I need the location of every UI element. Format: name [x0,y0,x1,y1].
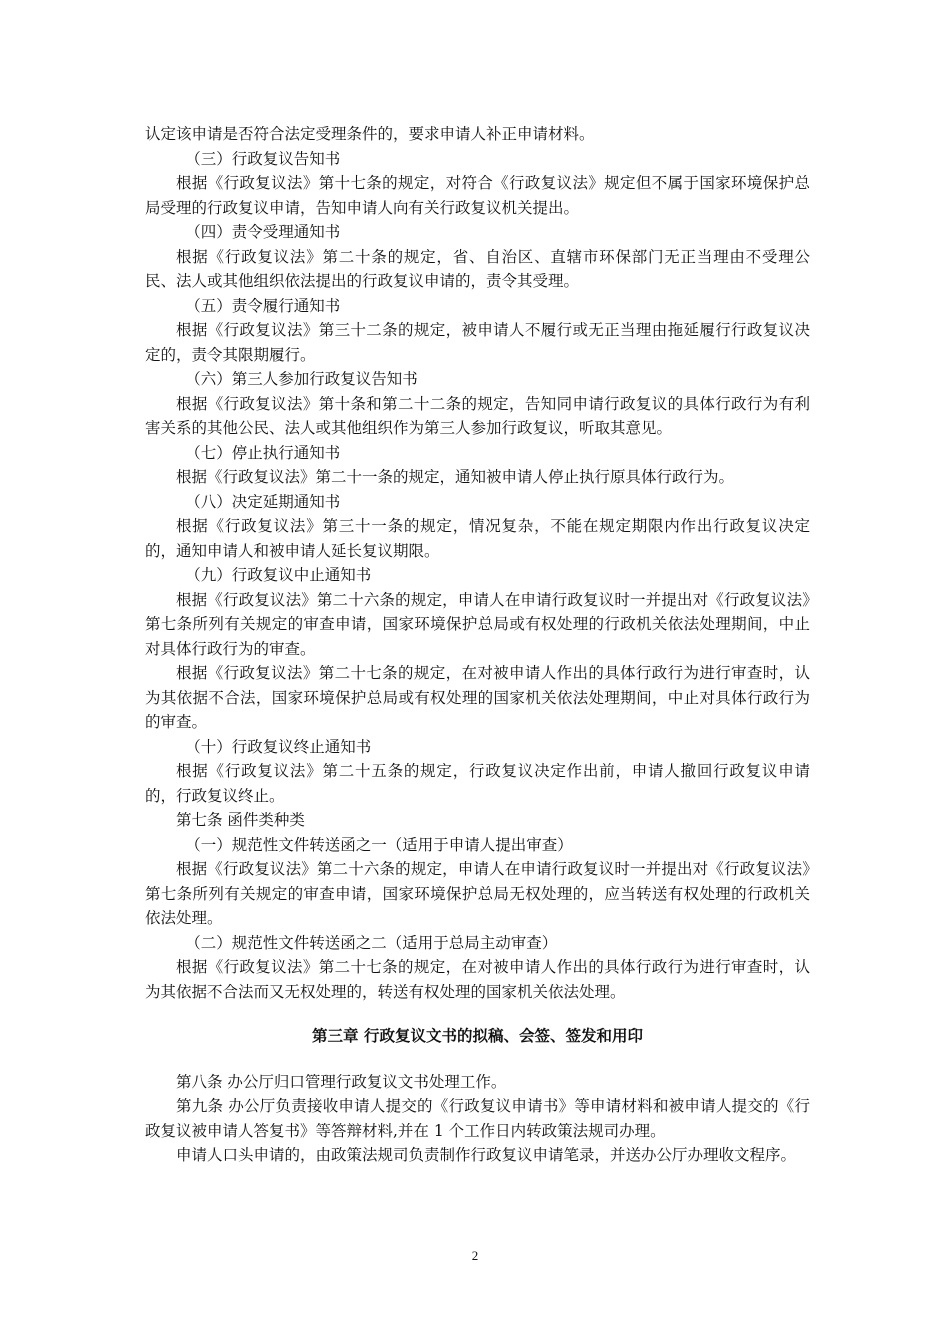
item-heading-5: （五）责令履行通知书 [185,296,341,315]
paragraph: 根据《行政复议法》第二十五条的规定，行政复议决定作出前，申请人撤回行政复议申请的，行政复议终止。 [145,762,810,805]
paragraph: 根据《行政复议法》第二十六条的规定，申请人在申请行政复议时一并提出对《行政复议法》第七条所列有关规定的审查申请，国家环境保护总局或有权处理的行政机关依法处理期间，中止对具体行政行为的审查。 [145,590,810,658]
document-page [145,122,810,1168]
paragraph: 根据《行政复议法》第二十六条的规定，申请人在申请行政复议时一并提出对《行政复议法》第七条所列有关规定的审查申请，国家环境保护总局无权处理的，应当转送有权处理的行政机关依法处理。 [145,860,810,927]
item-heading-2: （二）规范性文件转送函之二（适用于总局主动审查） [185,933,558,952]
paragraph: 根据《行政复议法》第三十二条的规定，被申请人不履行或无正当理由拖延履行行政复议决定的，责令其限期履行。 [145,321,810,364]
paragraph: 根据《行政复议法》第十七条的规定，对符合《行政复议法》规定但不属于国家环境保护总局受理的行政复议申请，告知申请人向有关行政复议机关提出。 [145,174,810,217]
section-after-chapter [145,1070,810,1168]
item-heading-6: （六）第三人参加行政复议告知书 [185,370,418,388]
article-7-heading: 第七条 函件类种类 [176,811,305,829]
paragraph: 根据《行政复议法》第二十一条的规定，通知被申请人停止执行原具体行政行为。 [176,468,735,486]
item-heading-9: （九）行政复议中止通知书 [185,566,372,584]
chapter-title: 第三章 行政复议文书的拟稿、会签、签发和用印 [312,1026,643,1045]
paragraph-continuation: 认定该申请是否符合法定受理条件的，要求申请人补正申请材料。 [145,125,595,143]
item-heading-1: （一）规范性文件转送函之一（适用于申请人提出审查） [185,835,573,854]
item-heading-4: （四）责令受理通知书 [185,223,341,241]
item-heading-10: （十）行政复议终止通知书 [185,737,372,756]
item-heading-3: （三）行政复议告知书 [185,149,341,168]
item-heading-7: （七）停止执行通知书 [185,443,341,462]
page-number: 2 [471,1248,479,1263]
paragraph: 根据《行政复议法》第十条和第二十二条的规定，告知同申请行政复议的具体行政行为有利害关系的其他公民、法人或其他组织作为第三人参加行政复议，听取其意见。 [145,394,810,437]
paragraph: 根据《行政复议法》第三十一条的规定，情况复杂，不能在规定期限内作出行政复议决定的，通知申请人和被申请人延长复议期限。 [145,517,810,560]
paragraph: 申请人口头申请的，由政策法规司负责制作行政复议申请笔录，并送办公厅办理收文程序。 [176,1146,797,1164]
paragraph: 根据《行政复议法》第二十条的规定，省、自治区、直辖市环保部门无正当理由不受理公民、法人或其他组织依法提出的行政复议申请的，责令其受理。 [145,247,810,290]
article-9-paragraph: 第九条 办公厅负责接收申请人提交的《行政复议申请书》等申请材料和被申请人提交的《行政复议被申请人答复书》等答辩材料,并在 1 个工作日内转政策法规司办理。 [145,1097,810,1140]
section-before-chapter [145,122,810,1004]
article-8-paragraph: 第八条 办公厅归口管理行政复议文书处理工作。 [176,1072,507,1091]
item-heading-8: （八）决定延期通知书 [185,492,341,511]
paragraph: 根据《行政复议法》第二十七条的规定，在对被申请人作出的具体行政行为进行审查时，认为其依据不合法，国家环境保护总局或有权处理的国家机关依法处理期间，中止对具体行政行为的审查。 [145,664,810,731]
paragraph: 根据《行政复议法》第二十七条的规定，在对被申请人作出的具体行政行为进行审查时，认为其依据不合法而又无权处理的，转送有权处理的国家机关依法处理。 [145,958,810,1001]
